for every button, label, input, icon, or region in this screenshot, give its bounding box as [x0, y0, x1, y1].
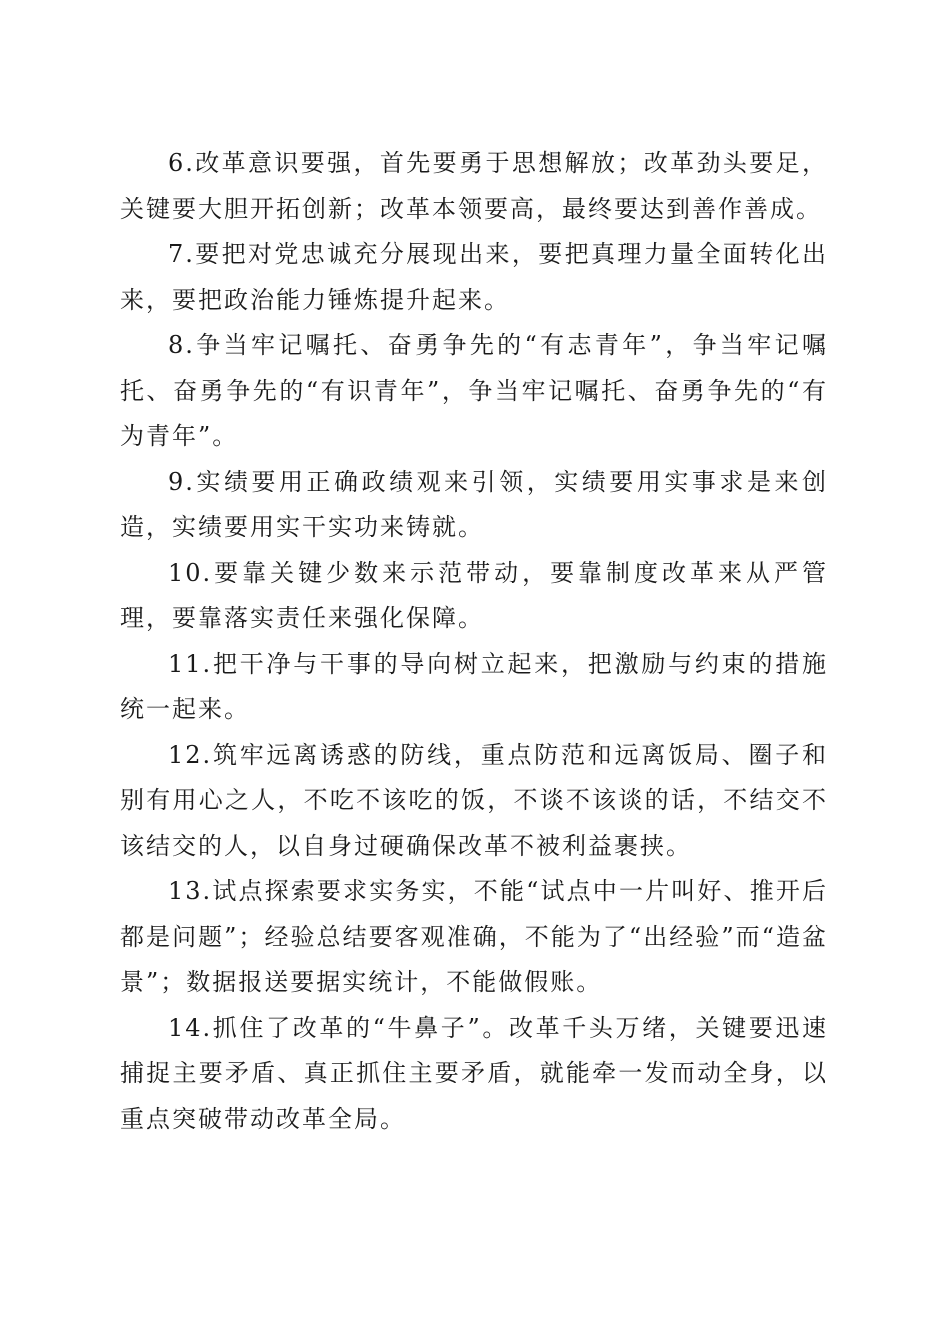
paragraph-8: 8.争当牢记嘱托、奋勇争先的“有志青年”，争当牢记嘱托、奋勇争先的“有识青年”，争当牢记嘱托、奋勇争先的“有为青年”。: [120, 331, 828, 450]
paragraph-14: 14.抓住了改革的“牛鼻子”。改革千头万绪，关键要迅速捕捉主要矛盾、真正抓住主要矛盾，就能牵一发而动全身，以重点突破带动改革全局。: [120, 1013, 828, 1133]
paragraph-12: 12.筑牢远离诱惑的防线，重点防范和远离饭局、圈子和别有用心之人，不吃不该吃的饭，不谈不该谈的话，不结交不该结交的人，以自身过硬确保改革不被利益裹挟。: [120, 740, 828, 860]
paragraph-6: 6.改革意识要强，首先要勇于思想解放；改革劲头要足，关键要大胆开拓创新；改革本领要高，最终要达到善作善成。: [120, 149, 828, 223]
paragraph-9: 9.实绩要用正确政绩观来引领，实绩要用实事求是来创造，实绩要用实干实功来铸就。: [120, 467, 828, 541]
paragraph-10: 10.要靠关键少数来示范带动，要靠制度改革来从严管理，要靠落实责任来强化保障。: [120, 558, 828, 632]
document-body: [120, 141, 828, 1142]
paragraph-7: 7.要把对党忠诚充分展现出来，要把真理力量全面转化出来，要把政治能力锤炼提升起来。: [120, 240, 828, 314]
paragraph-13: 13.试点探索要求实务实，不能“试点中一片叫好、推开后都是问题”；经验总结要客观准确，不能为了“出经验”而“造盆景”；数据报送要据实统计，不能做假账。: [120, 877, 828, 996]
paragraph-11: 11.把干净与干事的导向树立起来，把激励与约束的措施统一起来。: [120, 649, 828, 723]
